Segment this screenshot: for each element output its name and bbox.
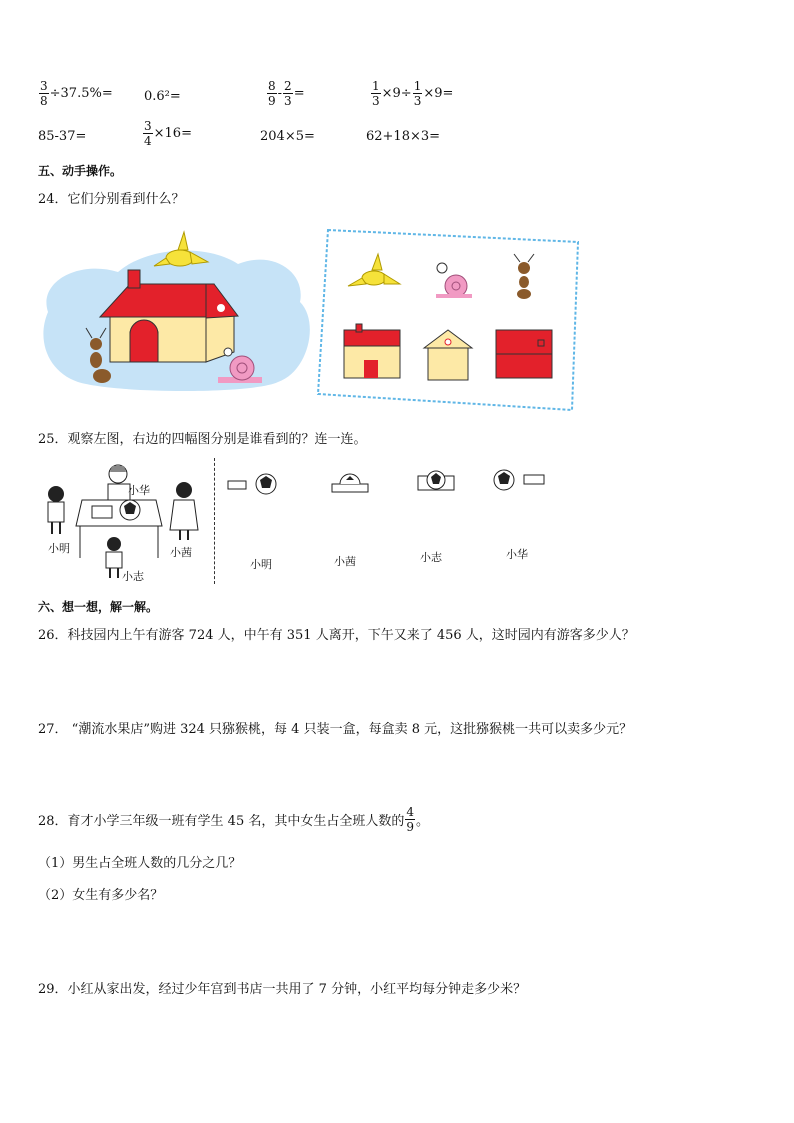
view-label-3: 小志 xyxy=(420,551,442,564)
q25-scene-drawing xyxy=(38,460,214,584)
numerator: 2 xyxy=(284,79,292,93)
fraction xyxy=(283,80,293,107)
view-label-1: 小明 xyxy=(250,558,272,571)
question-28-end: 。 xyxy=(416,814,430,829)
view-4 xyxy=(494,470,544,490)
views-card xyxy=(318,230,578,410)
calc-row-2 xyxy=(38,120,758,156)
table xyxy=(76,500,162,558)
q25-scene xyxy=(38,460,214,584)
question-28-part-1: （1）男生占全班人数的几分之几？ xyxy=(38,856,242,871)
numerator: 3 xyxy=(144,119,152,133)
bird-icon xyxy=(154,232,208,266)
fraction xyxy=(267,80,277,107)
denominator: 3 xyxy=(413,94,422,108)
denominator: 8 xyxy=(40,94,48,108)
question-25: 25．观察左图，右边的四幅图分别是谁看到的？连一连。 xyxy=(38,432,367,447)
person-xiaozhi xyxy=(106,537,122,578)
denominator: 9 xyxy=(406,820,414,834)
calc-text: ×9= xyxy=(423,86,454,101)
calc-item: 0.6²= xyxy=(144,89,181,104)
calc-item xyxy=(370,80,453,107)
person-xiaoqian xyxy=(170,482,198,540)
view-label-4: 小华 xyxy=(506,548,528,561)
calc-text: ×16= xyxy=(153,126,192,141)
denominator: 3 xyxy=(284,94,292,108)
denominator: 4 xyxy=(144,134,152,148)
q24-illustration xyxy=(38,222,586,412)
question-27: 27． “潮流水果店”购进 324 只猕猴桃，每 4 只装一盒，每盒卖 8 元，这批猕猴桃一共可以卖多少元？ xyxy=(38,722,633,737)
operator: = xyxy=(293,86,305,101)
calc-item xyxy=(142,120,192,147)
calc-item: 85-37= xyxy=(38,129,87,144)
calc-text: ×9÷ xyxy=(381,86,412,101)
calc-item xyxy=(266,80,305,107)
question-28-text: 28．育才小学三年级一班有学生 45 名，其中女生占全班人数的 xyxy=(38,814,405,829)
question-26: 26．科技园内上午有游客 724 人，中午有 351 人离开，下午又来了 456 人，这时园内有游客多少人？ xyxy=(38,628,635,643)
operator: - xyxy=(277,86,283,101)
calc-row-1 xyxy=(38,80,758,116)
section-heading-6: 六、想一想，解一解。 xyxy=(38,600,159,614)
person-xiaohua xyxy=(108,465,130,500)
view-2 xyxy=(332,474,368,492)
numerator: 8 xyxy=(268,79,276,93)
numerator: 1 xyxy=(413,79,422,93)
question-24: 24．它们分别看到什么？ xyxy=(38,192,185,207)
section-heading-5: 五、动手操作。 xyxy=(38,164,123,178)
view-label-2: 小茜 xyxy=(334,555,356,568)
numerator: 3 xyxy=(40,79,48,93)
question-28 xyxy=(38,806,429,833)
label-xiaoming: 小明 xyxy=(48,542,70,555)
view-house-front xyxy=(344,324,400,378)
fraction xyxy=(371,80,381,107)
fraction xyxy=(413,80,423,107)
view-house-top xyxy=(496,330,552,378)
denominator: 3 xyxy=(372,94,380,108)
view-1 xyxy=(228,474,276,494)
label-xiaoqian: 小茜 xyxy=(170,546,192,559)
fraction xyxy=(143,120,153,147)
numerator: 1 xyxy=(372,79,380,93)
numerator: 4 xyxy=(406,805,414,819)
calc-item: 204×5= xyxy=(260,129,315,144)
calc-item: 62+18×3= xyxy=(366,129,441,144)
question-28-part-2: （2）女生有多少名？ xyxy=(38,888,164,903)
fraction xyxy=(39,80,49,107)
person-xiaoming xyxy=(48,486,64,534)
view-3 xyxy=(418,471,454,490)
calc-text: ÷37.5%= xyxy=(49,86,113,101)
dashed-divider xyxy=(214,458,215,584)
label-xiaozhi: 小志 xyxy=(122,570,144,583)
denominator: 9 xyxy=(268,94,276,108)
fraction xyxy=(405,806,415,833)
label-xiaohua: 小华 xyxy=(128,484,150,497)
calc-item xyxy=(38,80,113,107)
question-29: 29．小红从家出发，经过少年宫到书店一共用了 7 分钟，小红平均每分钟走多少米？ xyxy=(38,982,527,997)
q25-views xyxy=(222,464,562,504)
